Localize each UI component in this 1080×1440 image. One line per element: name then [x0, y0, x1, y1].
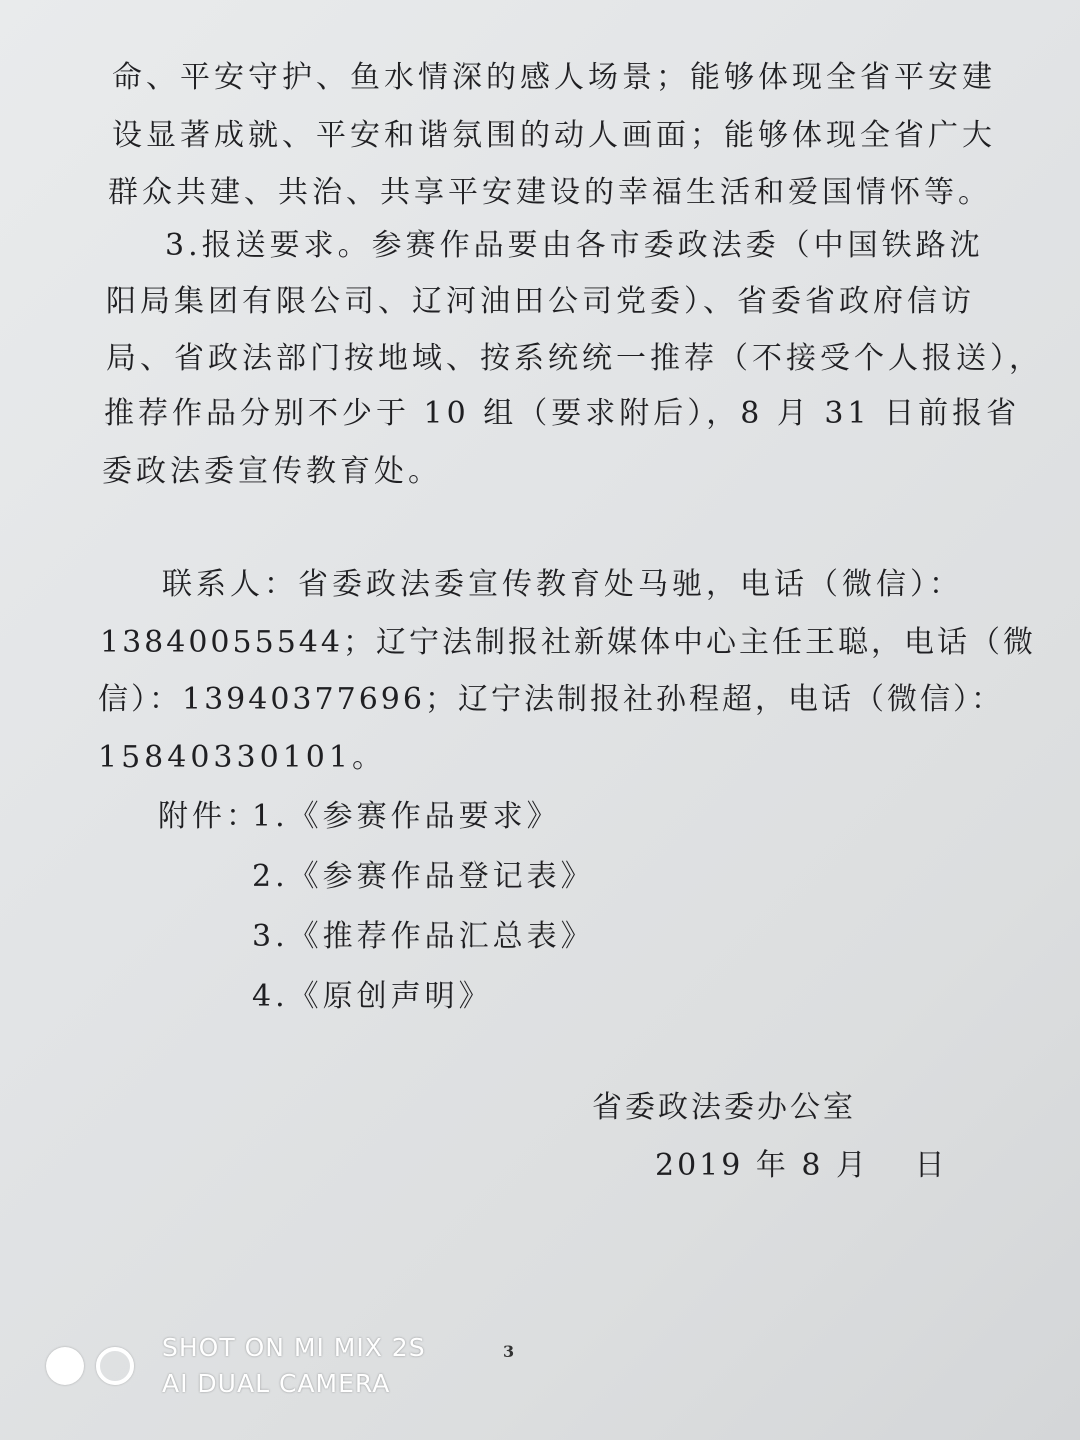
body-line: 局、省政法部门按地域、按系统统一推荐（不接受个人报送）， — [106, 341, 1043, 376]
body-line: 设显著成就、平安和谐氛围的动人画面；能够体现全省广大 — [112, 118, 996, 153]
body-line: 推荐作品分别不少于 10 组（要求附后），8 月 31 日前报省 — [104, 396, 1021, 431]
contact-line: 联系人：省委政法委宣传教育处马驰，电话（微信）： — [162, 567, 963, 602]
watermark-line-2: AI DUAL CAMERA — [162, 1369, 391, 1398]
contact-line: 信）：13940377696；辽宁法制报社孙程超，电话（微信）： — [98, 682, 1004, 717]
page-number: 3 — [503, 1342, 515, 1361]
watermark-line-1: SHOT ON MI MIX 2S — [162, 1333, 426, 1362]
body-line: 阳局集团有限公司、辽河油田公司党委）、省委省政府信访 — [106, 284, 975, 319]
outline-circle-icon — [96, 1347, 134, 1385]
attachment-item: 3.《推荐作品汇总表》 — [252, 919, 595, 954]
attachment-item: 4.《原创声明》 — [252, 979, 493, 1014]
signature-date: 2019 年 8 月 日 — [655, 1148, 948, 1183]
signature-org: 省委政法委办公室 — [592, 1090, 856, 1125]
body-line: 群众共建、共治、共享平安建设的幸福生活和爱国情怀等。 — [108, 175, 992, 210]
contact-line: 15840330101。 — [98, 740, 386, 775]
attachment-item: 1.《参赛作品要求》 — [252, 799, 561, 834]
contact-line: 13840055544；辽宁法制报社新媒体中心主任王聪，电话（微 — [100, 625, 1036, 660]
camera-watermark — [46, 1330, 426, 1402]
filled-circle-icon — [46, 1347, 84, 1385]
body-line: 3.报送要求。参赛作品要由各市委政法委（中国铁路沈 — [165, 228, 984, 263]
attachment-item: 2.《参赛作品登记表》 — [252, 859, 595, 894]
attachments-label: 附件： — [158, 799, 260, 834]
body-line: 命、平安守护、鱼水情深的感人场景；能够体现全省平安建 — [112, 60, 996, 95]
watermark-text — [162, 1330, 426, 1402]
body-line: 委政法委宣传教育处。 — [102, 454, 442, 489]
